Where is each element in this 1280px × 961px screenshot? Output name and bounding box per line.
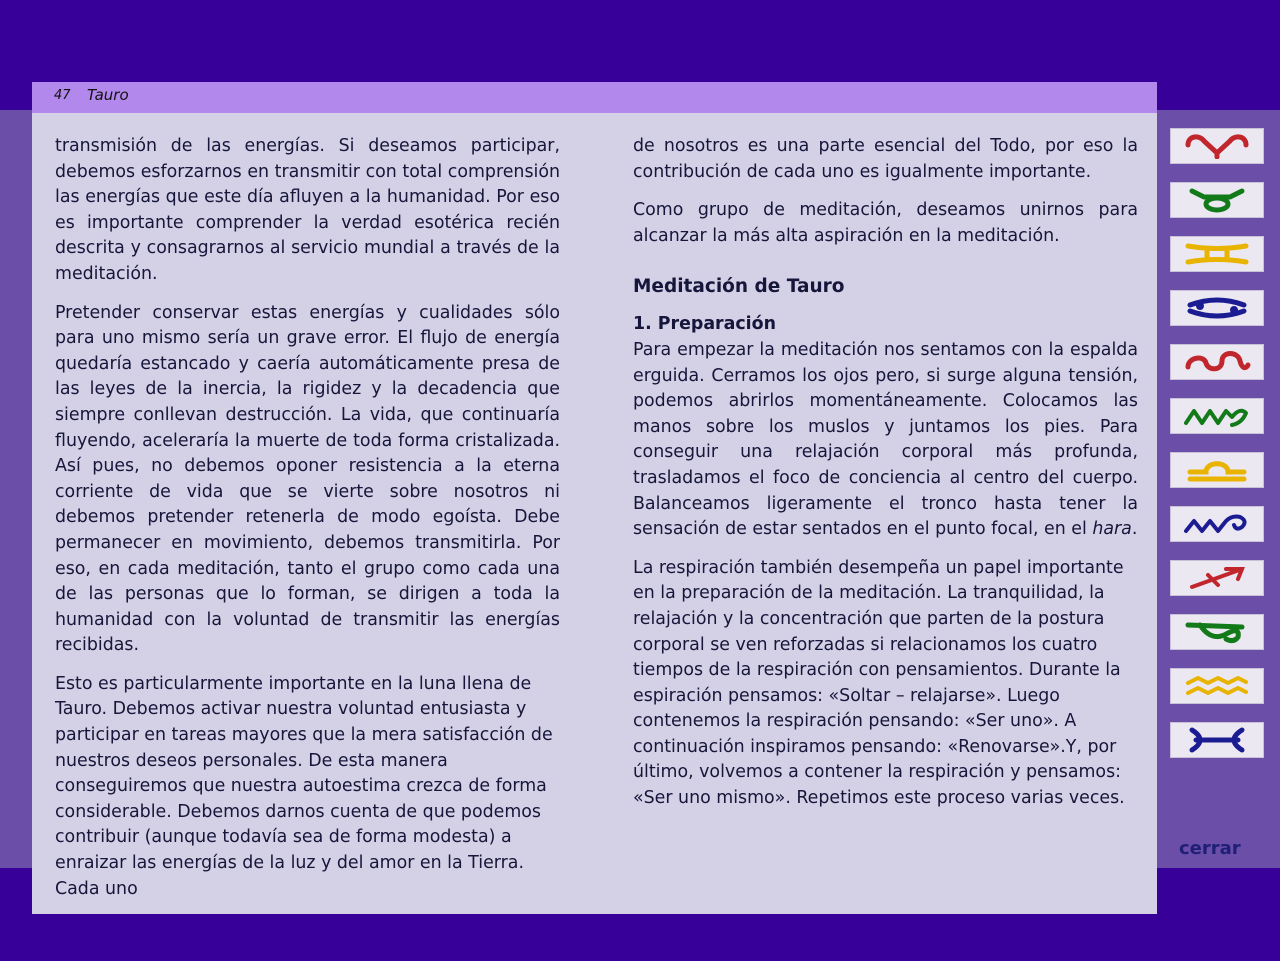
zodiac-button-sagittarius[interactable] [1170,560,1264,596]
libra-icon [1182,457,1252,483]
paragraph: La respiración también desempeña un papel importante en la preparación de la meditación. La tranquilidad, la relajación y la concentración que parten de la postura corporal se ven reforzadas si relacionamos los cuatro tiempos de la respiración con pensamientos. Durante la espiración pensamos: «Soltar – relajarse». Luego contenemos la respiración pensando: «Ser uno». A continuación inspiramos pensando: «Renovarse».Y, por último, volvemos a contener la respiración y pensamos: «Ser uno mismo». Repetimos este proceso varias veces. [633,557,1125,809]
subsection-heading: 1. Preparación [633,314,776,335]
paragraph-text: . [1131,519,1138,540]
virgo-icon [1182,403,1252,429]
zodiac-button-aries[interactable] [1170,128,1264,164]
paragraph [633,338,1138,543]
aquarius-icon [1182,673,1252,699]
paragraph-text: Para empezar la meditación nos sentamos con la espalda erguida. Cerramos los ojos pero, si surge alguna tensión, podemos abrirlos momentáneamente. Colocamos las manos sobre los muslos y juntamos los pies. Para conseguir una relajación corporal más profunda, trasladamos el foco de conciencia al centro del cuerpo. Balanceamos ligeramente el tronco hasta tener la sensación de estar sentados en el punto focal, en el [633,339,1138,540]
section-heading: Meditación de Tauro [633,276,845,298]
page-header [32,82,1157,113]
sagittarius-icon [1182,565,1252,591]
cancer-icon [1182,295,1252,321]
capricorn-icon [1182,619,1252,645]
close-link[interactable]: cerrar [1179,838,1241,859]
zodiac-button-aquarius[interactable] [1170,668,1264,704]
right-column [633,134,1138,825]
left-column [55,134,560,915]
scorpio-icon [1182,511,1252,537]
taurus-icon [1182,187,1252,213]
aries-icon [1182,133,1252,159]
zodiac-button-capricorn[interactable] [1170,614,1264,650]
zodiac-button-cancer[interactable] [1170,290,1264,326]
zodiac-button-leo[interactable] [1170,344,1264,380]
paragraph: Como grupo de meditación, deseamos unirnos para alcanzar la más alta aspiración en la meditación. [633,200,1138,246]
paragraph: Esto es particularmente importante en la luna llena de Tauro. Debemos activar nuestra voluntad entusiasta y participar en tareas mayores que la mera satisfacción de nuestros deseos personales. De esta manera conseguiremos que nuestra autoestima crezca de forma considerable. Debemos darnos cuenta de que podemos contribuir (aunque todavía sea de forma modesta) a enraizar las energías de la luz y del amor en la Tierra. Cada uno [55,673,553,899]
italic-term: hara [1092,519,1132,540]
zodiac-button-taurus[interactable] [1170,182,1264,218]
zodiac-button-scorpio[interactable] [1170,506,1264,542]
gemini-icon [1182,241,1252,267]
zodiac-button-libra[interactable] [1170,452,1264,488]
page-title: Tauro [87,86,129,104]
zodiac-button-gemini[interactable] [1170,236,1264,272]
pisces-icon [1182,727,1252,753]
zodiac-button-pisces[interactable] [1170,722,1264,758]
paragraph: transmisión de las energías. Si deseamos participar, debemos esforzarnos en transmitir con total comprensión las energías que este día afluyen a la humanidad. Por eso es importante comprender la verdad esotérica recién descrita y consagrarnos al servicio mundial a través de la meditación. [55,136,560,284]
paragraph: Pretender conservar estas energías y cualidades sólo para uno mismo sería un grave error. El flujo de energía quedaría estancado y caería automáticamente presa de las leyes de la inercia, la rigidez y la decadencia que siempre conllevan destrucción. La vida, que continuaría fluyendo, aceleraría la muerte de toda forma cristalizada. Así pues, no debemos oponer resistencia a la eterna corriente de vida que se vierte sobre nosotros ni debemos pretender retenerla de modo egoísta. Debe permanecer en movimiento, debemos transmitirla. Por eso, en cada meditación, tanto el grupo como cada una de las personas que lo forman, se dirigen a toda la humanidad con la voluntad de transmitir las energías recibidas. [55,302,560,656]
page-number: 47 [54,88,71,103]
document-page [32,82,1157,914]
paragraph: de nosotros es una parte esencial del Todo, por eso la contribución de cada uno es igualmente importante. [633,136,1138,182]
leo-icon [1182,349,1252,375]
zodiac-button-virgo[interactable] [1170,398,1264,434]
